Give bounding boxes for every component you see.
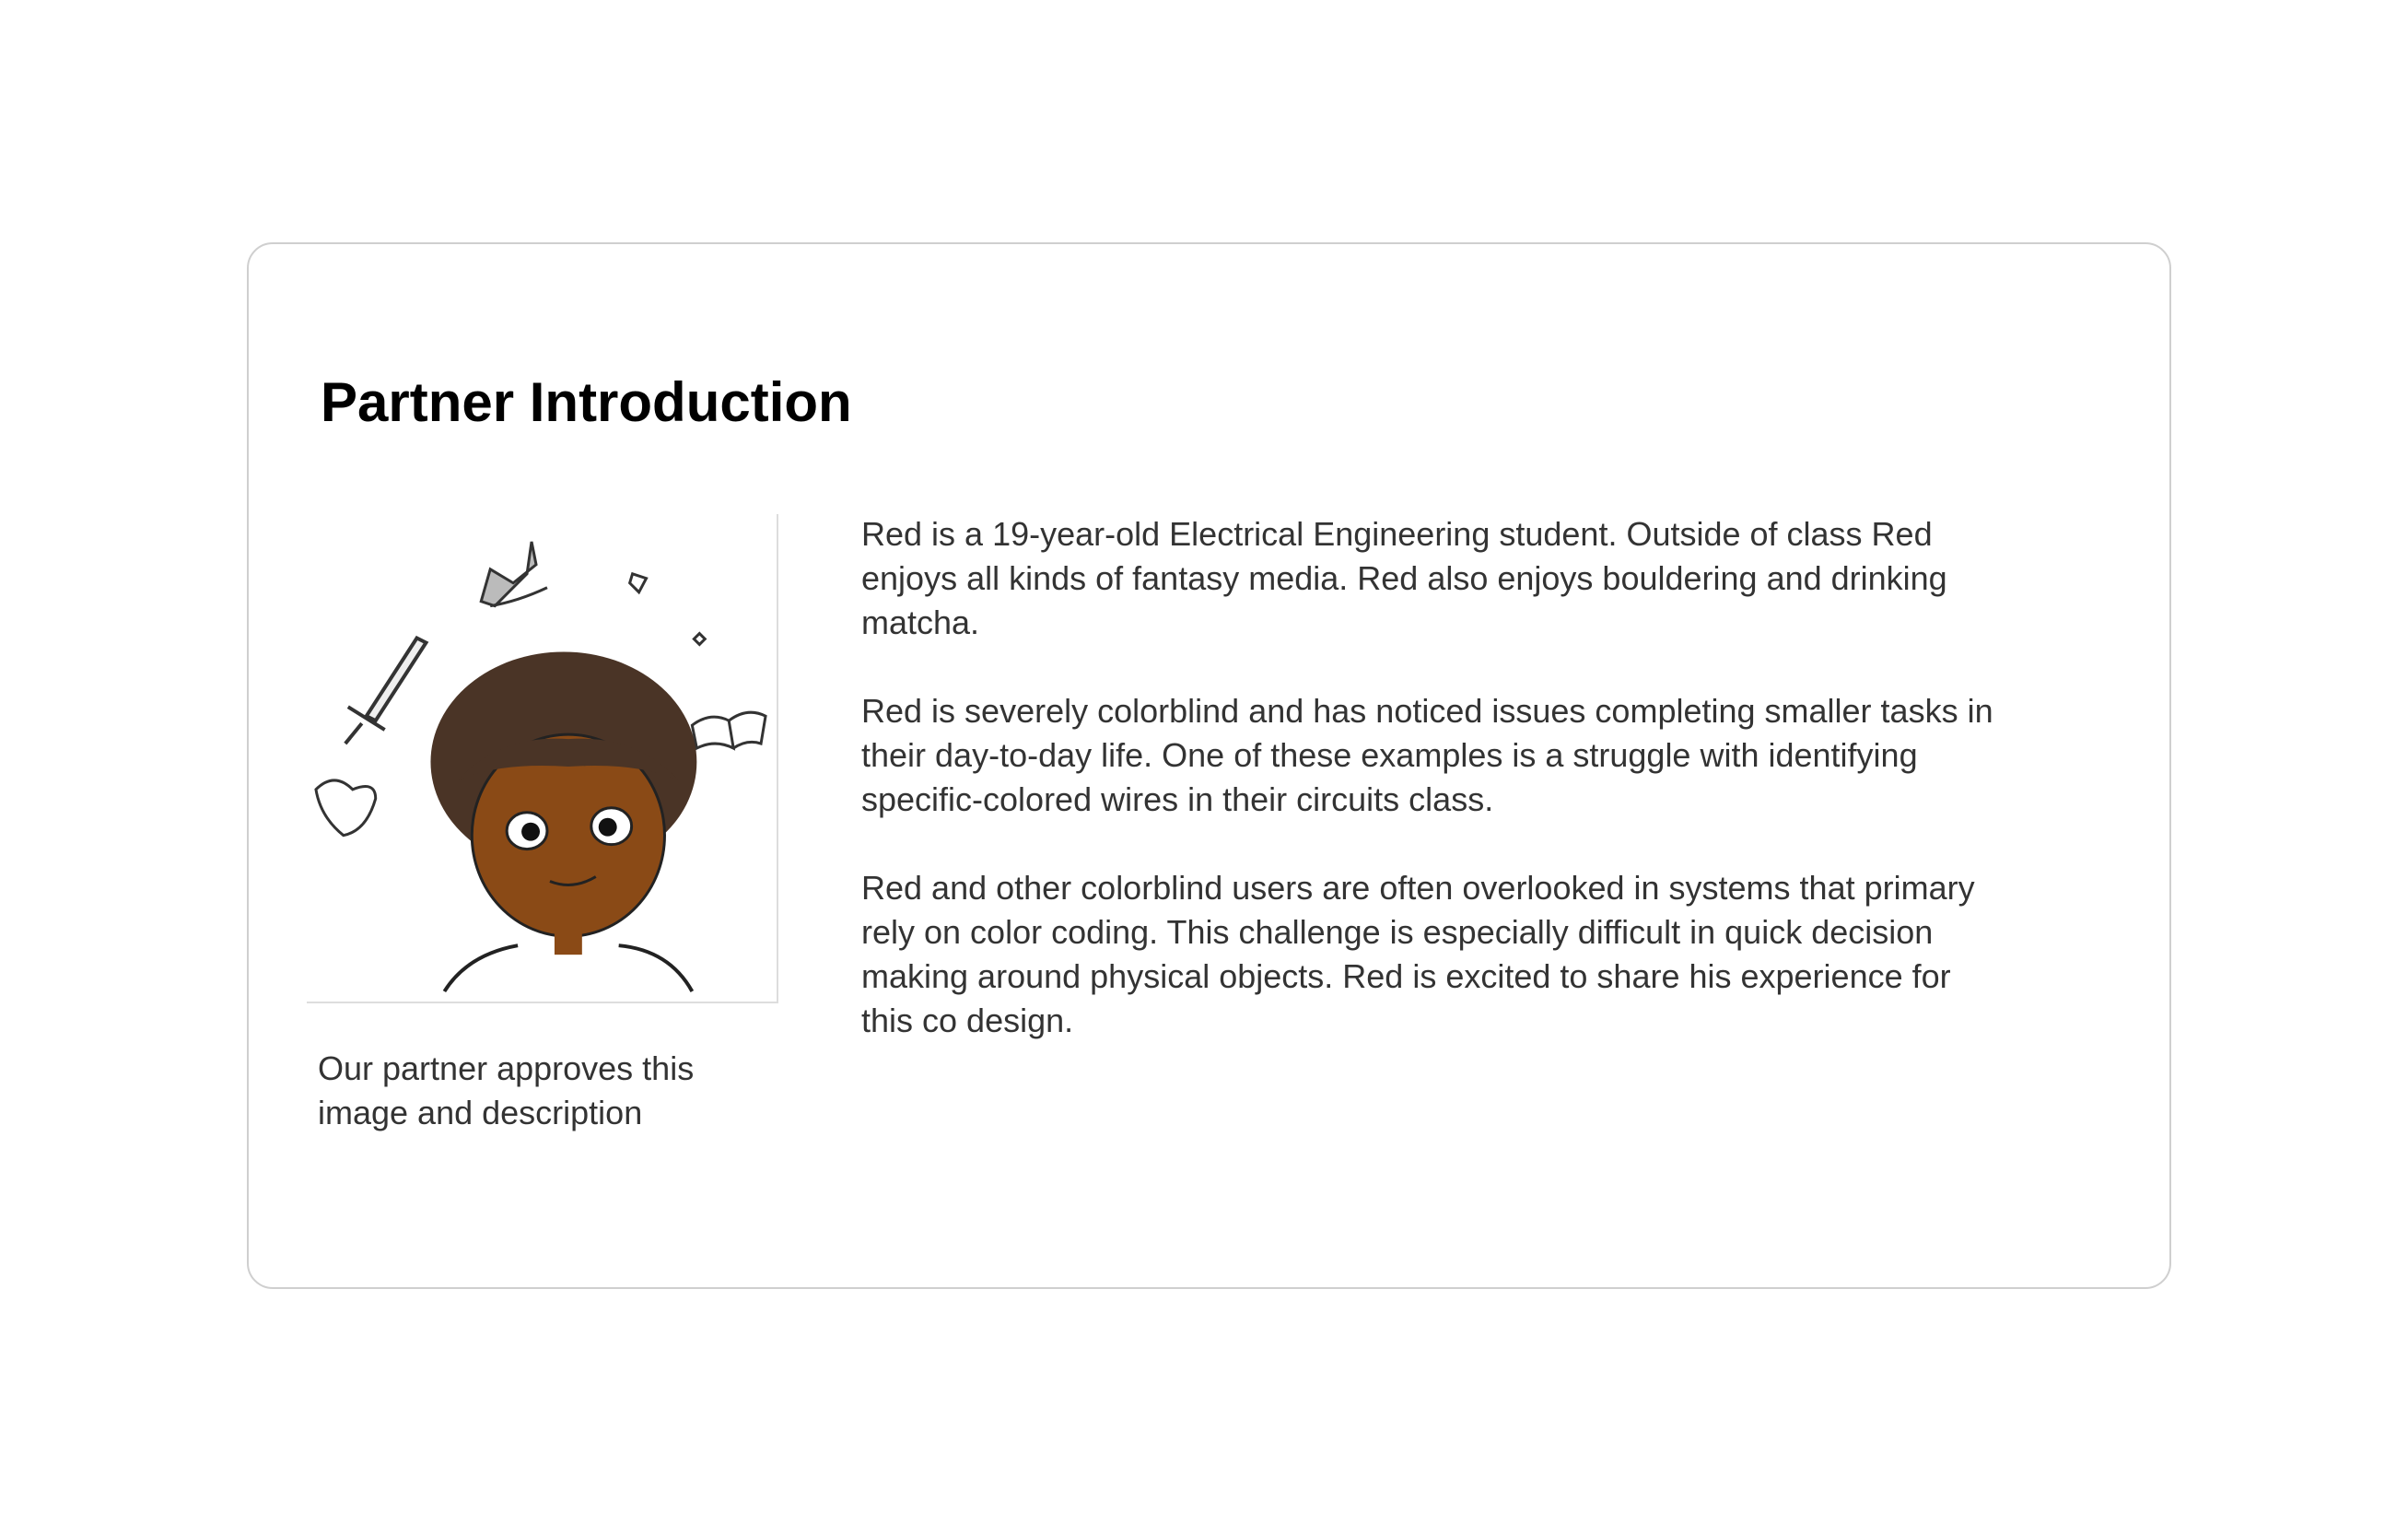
book-icon [692,712,766,748]
sparkle-icon [694,634,705,645]
text-line: their day-to-day life. One of these examples is a struggle with identifying [861,736,1918,774]
page-title: Partner Introduction [321,371,852,433]
text-line: rely on color coding. This challenge is especially difficult in quick decision [861,913,1934,951]
image-approval-caption [318,1047,694,1135]
paragraph-challenge [861,866,1993,1043]
caption-line: image and description [318,1094,643,1131]
text-line: making around physical objects. Red is excited to share his experience for [861,957,1951,995]
text-line: Red is severely colorblind and has noticed issues completing smaller tasks in [861,692,1993,730]
caption-line: Our partner approves this [318,1049,695,1087]
partner-illustration [307,514,778,1003]
paragraph-background [861,512,1993,645]
shield-icon [316,780,376,836]
text-line: enjoys all kinds of fantasy media. Red also enjoys bouldering and drinking [861,559,1947,597]
partner-avatar-drawing [307,514,777,1002]
text-line: this co design. [861,1002,1074,1039]
dragon-icon [481,542,547,606]
partner-description [861,512,1993,1087]
sword-icon [345,639,427,744]
text-line: Red is a 19-year-old Electrical Engineering student. Outside of class Red [861,515,1933,553]
text-line: specific-colored wires in their circuits class. [861,780,1494,818]
text-line: Red and other colorblind users are often overlooked in systems that primary [861,869,1975,907]
sparkle-icon [630,574,647,592]
paragraph-colorblindness [861,689,1993,822]
text-line: matcha. [861,603,980,641]
